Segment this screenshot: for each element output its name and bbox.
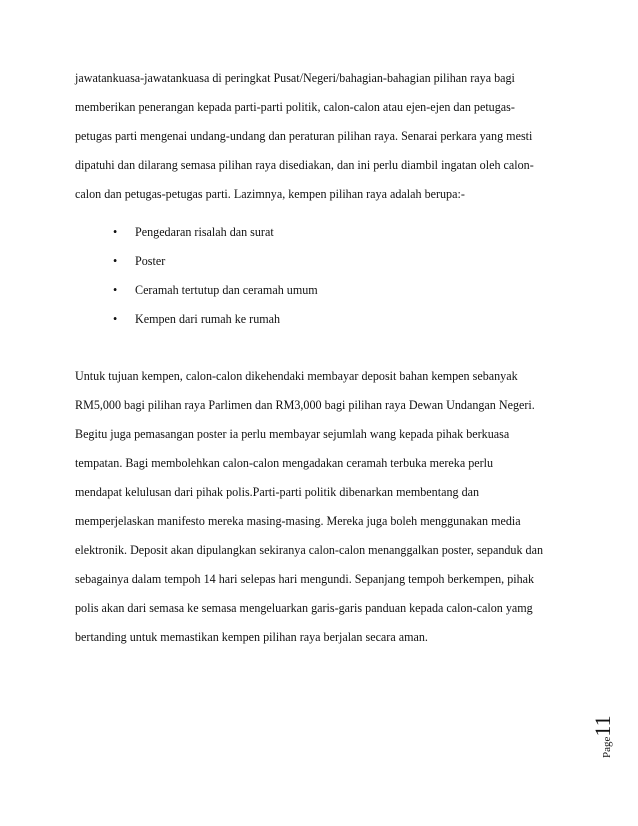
text-line: memperjelaskan manifesto mereka masing-masing. Mereka juga boleh menggunakan media [75, 514, 521, 528]
list-item [75, 218, 575, 247]
text-line: bertanding untuk memastikan kempen pilihan raya berjalan secara aman. [75, 630, 428, 644]
page-label: Page [601, 736, 613, 758]
paragraph-deposit [75, 362, 575, 652]
text-line: petugas parti mengenai undang-undang dan peraturan pilihan raya. Senarai perkara yang mesti [75, 129, 533, 143]
paragraph-intro [75, 64, 575, 209]
page-number: 11 [590, 715, 615, 737]
text-line: elektronik. Deposit akan dipulangkan sekiranya calon-calon menanggalkan poster, sepanduk dan [75, 543, 543, 557]
bullet-icon: • [113, 225, 118, 239]
page-number-footer [590, 688, 620, 758]
list-item-text: Kempen dari rumah ke rumah [135, 312, 281, 326]
text-line: sebagainya dalam tempoh 14 hari selepas hari mengundi. Sepanjang tempoh berkempen, pihak [75, 572, 535, 586]
list-item [75, 247, 575, 276]
text-line: jawatankuasa-jawatankuasa di peringkat Pusat/Negeri/bahagian-bahagian pilihan raya bagi [75, 71, 515, 85]
text-line: tempatan. Bagi membolehkan calon-calon mengadakan ceramah terbuka mereka perlu [75, 456, 494, 470]
text-line: RM5,000 bagi pilihan raya Parlimen dan RM3,000 bagi pilihan raya Dewan Undangan Negeri. [75, 398, 535, 412]
campaign-methods-list [75, 218, 575, 334]
text-line: Untuk tujuan kempen, calon-calon dikehendaki membayar deposit bahan kempen sebanyak [75, 369, 518, 383]
text-line: memberikan penerangan kepada parti-parti politik, calon-calon atau ejen-ejen dan petugas- [75, 100, 515, 114]
list-item [75, 276, 575, 305]
list-item [75, 305, 575, 334]
list-item-text: Pengedaran risalah dan surat [135, 225, 274, 239]
text-line: polis akan dari semasa ke semasa mengeluarkan garis-garis panduan kepada calon-calon yamg [75, 601, 533, 615]
list-item-text: Poster [135, 254, 166, 268]
list-item-text: Ceramah tertutup dan ceramah umum [135, 283, 318, 297]
text-line: mendapat kelulusan dari pihak polis.Parti-parti politik dibenarkan membentang dan [75, 485, 480, 499]
bullet-icon: • [113, 312, 118, 326]
bullet-icon: • [113, 254, 118, 268]
page-number-rotated [590, 715, 616, 758]
text-line: Begitu juga pemasangan poster ia perlu membayar sejumlah wang kepada pihak berkuasa [75, 427, 510, 441]
text-line: dipatuhi dan dilarang semasa pilihan raya disediakan, dan ini perlu diambil ingatan oleh calon- [75, 158, 534, 172]
text-line: calon dan petugas-petugas parti. Lazimnya, kempen pilihan raya adalah berupa:- [75, 187, 465, 201]
bullet-icon: • [113, 283, 118, 297]
